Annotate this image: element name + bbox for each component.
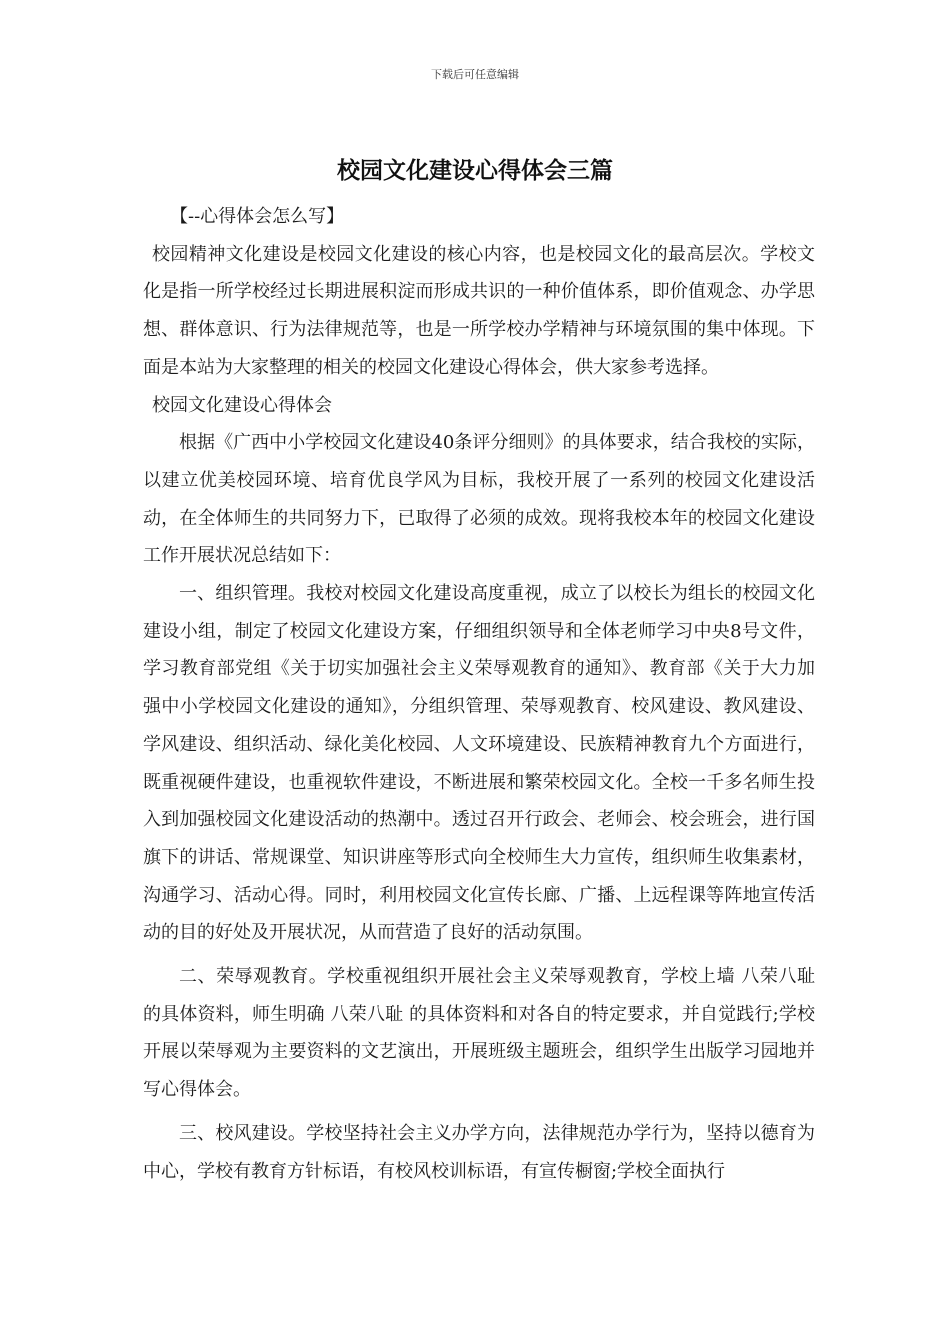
document-body: [143, 198, 815, 1190]
intro-paragraph: 校园精神文化建设是校园文化建设的核心内容，也是校园文化的最高层次。学校文化是指一所学校经过长期进展积淀而形成共识的一种价值体系，即价值观念、办学思想、群体意识、行为法律规范等，也是一所学校办学精神与环境氛围的集中体现。下面是本站为大家整理的相关的校园文化建设心得体会，供大家参考选择。: [143, 243, 815, 378]
paragraph-3: 二、荣辱观教育。学校重视组织开展社会主义荣辱观教育，学校上墙 八荣八耻 的具体资料，师生明确 八荣八耻 的具体资料和对各自的特定要求，并自觉践行;学校开展以荣辱观为主要资料的文艺演出，开展班级主题班会，组织学生出版学习园地并写心得体会。: [143, 966, 815, 1101]
paragraph-2: 一、组织管理。我校对校园文化建设高度重视，成立了以校长为组长的校园文化建设小组，制定了校园文化建设方案，仔细组织领导和全体老师学习中央8号文件，学习教育部党组《关于切实加强社会主义荣辱观教育的通知》、教育部《关于大力加强中小学校园文化建设的通知》，分组织管理、荣辱观教育、校风建设、教风建设、学风建设、组织活动、绿化美化校园、人文环境建设、民族精神教育九个方面进行，既重视硬件建设，也重视软件建设，不断进展和繁荣校园文化。全校一千多名师生投入到加强校园文化建设活动的热潮中。透过召开行政会、老师会、校会班会，进行国旗下的讲话、常规课堂、知识讲座等形式向全校师生大力宣传，组织师生收集素材，沟通学习、活动心得。同时，利用校园文化宣传长廊、广播、上远程课等阵地宣传活动的目的好处及开展状况，从而营造了良好的活动氛围。: [143, 583, 815, 944]
paragraph-1: 根据《广西中小学校园文化建设40条评分细则》的具体要求，结合我校的实际，以建立优美校园环境、培育优良学风为目标，我校开展了一系列的校园文化建设活动，在全体师生的共同努力下，已取得了必须的成效。现将我校本年的校园文化建设工作开展状况总结如下：: [143, 432, 815, 567]
subtitle: 校园文化建设心得体会: [152, 394, 332, 416]
section-heading: 【--心得体会怎么写】: [170, 206, 345, 227]
document-title: 校园文化建设心得体会三篇: [337, 157, 613, 184]
header-note: 下载后可任意编辑: [431, 68, 519, 81]
paragraph-4: 三、校风建设。学校坚持社会主义办学方向，法律规范办学行为，坚持以德育为中心，学校有教育方针标语，有校风校训标语，有宣传橱窗;学校全面执行: [143, 1122, 815, 1182]
